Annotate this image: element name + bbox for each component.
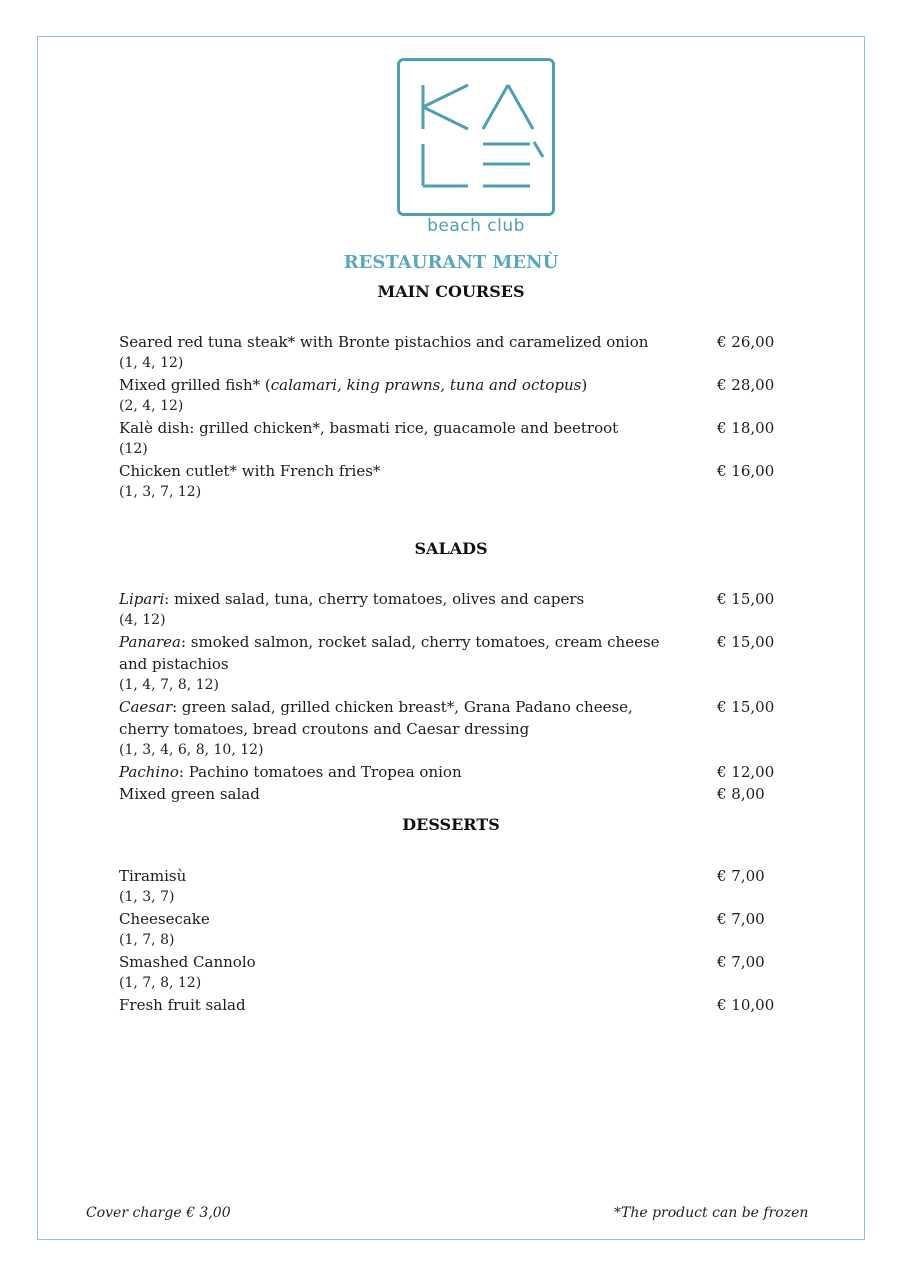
- frozen-product-note: *The product can be frozen: [614, 1205, 809, 1221]
- item-allergens: (1, 4, 7, 8, 12): [119, 677, 219, 693]
- item-name: Mixed green salad: [119, 785, 260, 803]
- menu-item: [119, 783, 779, 805]
- item-name: Cheesecake: [119, 910, 210, 928]
- item-name: Smashed Cannolo: [119, 953, 256, 971]
- section-title-desserts: DESSERTS: [402, 815, 500, 834]
- item-name: Seared red tuna steak* with Bronte pistachios and caramelized onion: [119, 333, 649, 351]
- item-allergens: (1, 3, 7): [119, 889, 175, 905]
- menu-item: [119, 374, 779, 417]
- item-price: € 7,00: [717, 867, 765, 885]
- menu-item: [119, 865, 779, 908]
- item-name: Caesar: green salad, grilled chicken breast*, Grana Padano cheese, cherry tomatoes, bread croutons and Caesar dressing: [119, 698, 633, 738]
- item-price: € 15,00: [717, 590, 775, 608]
- item-allergens: (4, 12): [119, 612, 166, 628]
- item-name: Kalè dish: grilled chicken*, basmati rice, guacamole and beetroot: [119, 419, 619, 437]
- item-allergens: (1, 3, 4, 6, 8, 10, 12): [119, 742, 264, 758]
- item-name: Chicken cutlet* with French fries*: [119, 462, 381, 480]
- menu-item: [119, 696, 779, 761]
- kale-logo: [397, 58, 555, 216]
- item-name: Pachino: Pachino tomatoes and Tropea onion: [119, 763, 462, 781]
- item-name: Tiramisù: [119, 867, 187, 885]
- item-allergens: (2, 4, 12): [119, 398, 184, 414]
- item-name: Mixed grilled fish* (calamari, king prawns, tuna and octopus): [119, 376, 588, 394]
- item-allergens: (12): [119, 441, 148, 457]
- menu-item: [119, 994, 779, 1016]
- menu-item: [119, 631, 779, 696]
- item-allergens: (1, 7, 8, 12): [119, 975, 202, 991]
- item-price: € 15,00: [717, 633, 775, 651]
- cover-charge-note: Cover charge € 3,00: [86, 1205, 231, 1221]
- menu-item: [119, 417, 779, 460]
- menu-item: [119, 951, 779, 994]
- section-title-salads: SALADS: [414, 539, 488, 558]
- desserts-list: [119, 865, 779, 1016]
- item-price: € 10,00: [717, 996, 775, 1014]
- logo-subtitle: beach club: [427, 216, 525, 236]
- item-name: Fresh fruit salad: [119, 996, 246, 1014]
- item-price: € 7,00: [717, 910, 765, 928]
- menu-item: [119, 460, 779, 503]
- item-name: Panarea: smoked salmon, rocket salad, cherry tomatoes, cream cheese and pistachios: [119, 633, 660, 673]
- item-allergens: (1, 4, 12): [119, 355, 184, 371]
- item-price: € 12,00: [717, 763, 775, 781]
- section-title-main-courses: MAIN COURSES: [377, 282, 525, 301]
- item-allergens: (1, 7, 8): [119, 932, 175, 948]
- menu-item: [119, 908, 779, 951]
- item-allergens: (1, 3, 7, 12): [119, 484, 202, 500]
- menu-item: [119, 331, 779, 374]
- item-price: € 8,00: [717, 785, 765, 803]
- menu-item: [119, 588, 779, 631]
- item-price: € 15,00: [717, 698, 775, 716]
- item-name: Lipari: mixed salad, tuna, cherry tomatoes, olives and capers: [119, 590, 585, 608]
- menu-item: [119, 761, 779, 783]
- main-courses-list: [119, 331, 779, 503]
- item-price: € 28,00: [717, 376, 775, 394]
- salads-list: [119, 588, 779, 805]
- item-price: € 18,00: [717, 419, 775, 437]
- item-price: € 16,00: [717, 462, 775, 480]
- item-price: € 26,00: [717, 333, 775, 351]
- item-price: € 7,00: [717, 953, 765, 971]
- menu-title: RESTAURANT MENÙ: [343, 252, 559, 273]
